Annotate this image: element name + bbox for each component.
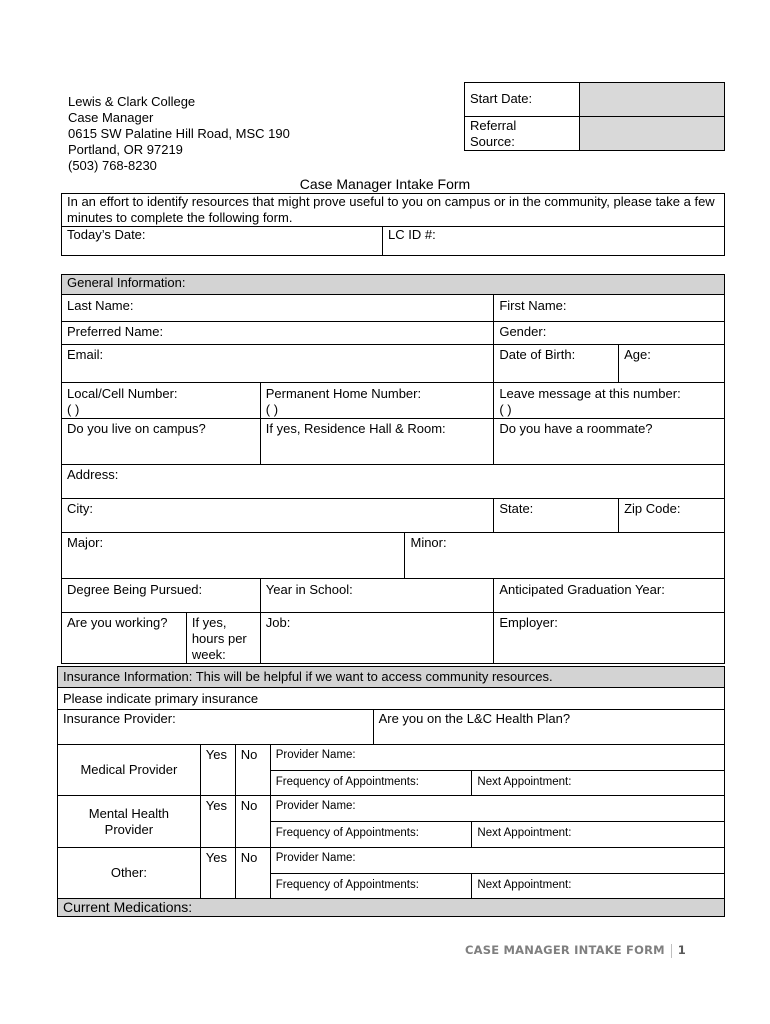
referral-source-field[interactable] xyxy=(580,117,725,151)
footer-label: CASE MANAGER INTAKE FORM xyxy=(465,943,665,957)
working-field[interactable]: Are you working? xyxy=(62,613,187,664)
mental-yes-option[interactable]: Yes xyxy=(200,796,235,848)
zip-field[interactable]: Zip Code: xyxy=(619,499,725,533)
other-frequency-field[interactable]: Frequency of Appointments: xyxy=(270,874,472,899)
email-field[interactable]: Email: xyxy=(62,345,494,383)
lc-id-field[interactable]: LC ID #: xyxy=(383,227,725,256)
start-date-field[interactable] xyxy=(580,83,725,117)
perm-home-field[interactable]: Permanent Home Number: ( ) xyxy=(260,383,494,419)
medical-no-option[interactable]: No xyxy=(235,745,270,796)
page-number: 1 xyxy=(677,943,686,957)
mental-next-appt-field[interactable]: Next Appointment: xyxy=(472,822,725,848)
preferred-name-field[interactable]: Preferred Name: xyxy=(62,322,494,345)
degree-field[interactable]: Degree Being Pursued: xyxy=(62,579,261,613)
local-cell-field[interactable]: Local/Cell Number: ( ) xyxy=(62,383,261,419)
grad-year-field[interactable]: Anticipated Graduation Year: xyxy=(494,579,725,613)
last-name-field[interactable]: Last Name: xyxy=(62,295,494,322)
current-medications-header: Current Medications: xyxy=(58,899,725,917)
page-footer xyxy=(465,943,686,958)
res-hall-field[interactable]: If yes, Residence Hall & Room: xyxy=(260,419,494,465)
address-field[interactable]: Address: xyxy=(62,465,725,499)
other-no-option[interactable]: No xyxy=(235,848,270,899)
mental-health-provider-label: Mental Health Provider xyxy=(58,796,201,848)
dept-name: Case Manager xyxy=(68,110,154,125)
meta-table xyxy=(464,82,725,151)
roommate-field[interactable]: Do you have a roommate? xyxy=(494,419,725,465)
other-provider-label: Other: xyxy=(58,848,201,899)
page-title: Case Manager Intake Form xyxy=(299,176,471,192)
year-field[interactable]: Year in School: xyxy=(260,579,494,613)
gender-field[interactable]: Gender: xyxy=(494,322,725,345)
general-info-header: General Information: xyxy=(62,275,725,295)
job-field[interactable]: Job: xyxy=(260,613,494,664)
first-name-field[interactable]: First Name: xyxy=(494,295,725,322)
intro-table xyxy=(61,193,725,256)
street-address: 0615 SW Palatine Hill Road, MSC 190 xyxy=(68,126,290,141)
medical-yes-option[interactable]: Yes xyxy=(200,745,235,796)
intro-text: In an effort to identify resources that might prove useful to you on campus or in the community, please take a few minutes to complete the following form. xyxy=(62,194,725,227)
medical-frequency-field[interactable]: Frequency of Appointments: xyxy=(270,771,472,796)
todays-date-field[interactable]: Today’s Date: xyxy=(62,227,383,256)
hours-field[interactable]: If yes, hours per week: xyxy=(186,613,260,664)
general-info-table xyxy=(61,274,725,664)
footer-divider xyxy=(671,944,672,958)
medical-provider-label: Medical Provider xyxy=(58,745,201,796)
other-provider-name-field[interactable]: Provider Name: xyxy=(270,848,724,874)
mental-frequency-field[interactable]: Frequency of Appointments: xyxy=(270,822,472,848)
org-name: Lewis & Clark College xyxy=(68,94,196,109)
insurance-header: Insurance Information: This will be helpful if we want to access community resources. xyxy=(58,667,725,688)
live-campus-field[interactable]: Do you live on campus? xyxy=(62,419,261,465)
health-plan-field[interactable]: Are you on the L&C Health Plan? xyxy=(373,710,724,745)
dob-field[interactable]: Date of Birth: xyxy=(494,345,619,383)
other-yes-option[interactable]: Yes xyxy=(200,848,235,899)
city-address: Portland, OR 97219 xyxy=(68,142,183,157)
referral-source-label: Referral Source: xyxy=(465,117,580,151)
phone-number: (503) 768-8230 xyxy=(68,158,157,173)
employer-field[interactable]: Employer: xyxy=(494,613,725,664)
other-next-appt-field[interactable]: Next Appointment: xyxy=(472,874,725,899)
medical-next-appt-field[interactable]: Next Appointment: xyxy=(472,771,725,796)
insurance-table xyxy=(57,666,725,917)
age-field[interactable]: Age: xyxy=(619,345,725,383)
address-block xyxy=(68,94,290,174)
mental-no-option[interactable]: No xyxy=(235,796,270,848)
major-field[interactable]: Major: xyxy=(62,533,405,579)
minor-field[interactable]: Minor: xyxy=(405,533,725,579)
start-date-label: Start Date: xyxy=(465,83,580,117)
leave-msg-field[interactable]: Leave message at this number: ( ) xyxy=(494,383,725,419)
insurance-provider-field[interactable]: Insurance Provider: xyxy=(58,710,374,745)
mental-provider-name-field[interactable]: Provider Name: xyxy=(270,796,724,822)
medical-provider-name-field[interactable]: Provider Name: xyxy=(270,745,724,771)
state-field[interactable]: State: xyxy=(494,499,619,533)
primary-insurance-label: Please indicate primary insurance xyxy=(58,688,725,710)
city-field[interactable]: City: xyxy=(62,499,494,533)
